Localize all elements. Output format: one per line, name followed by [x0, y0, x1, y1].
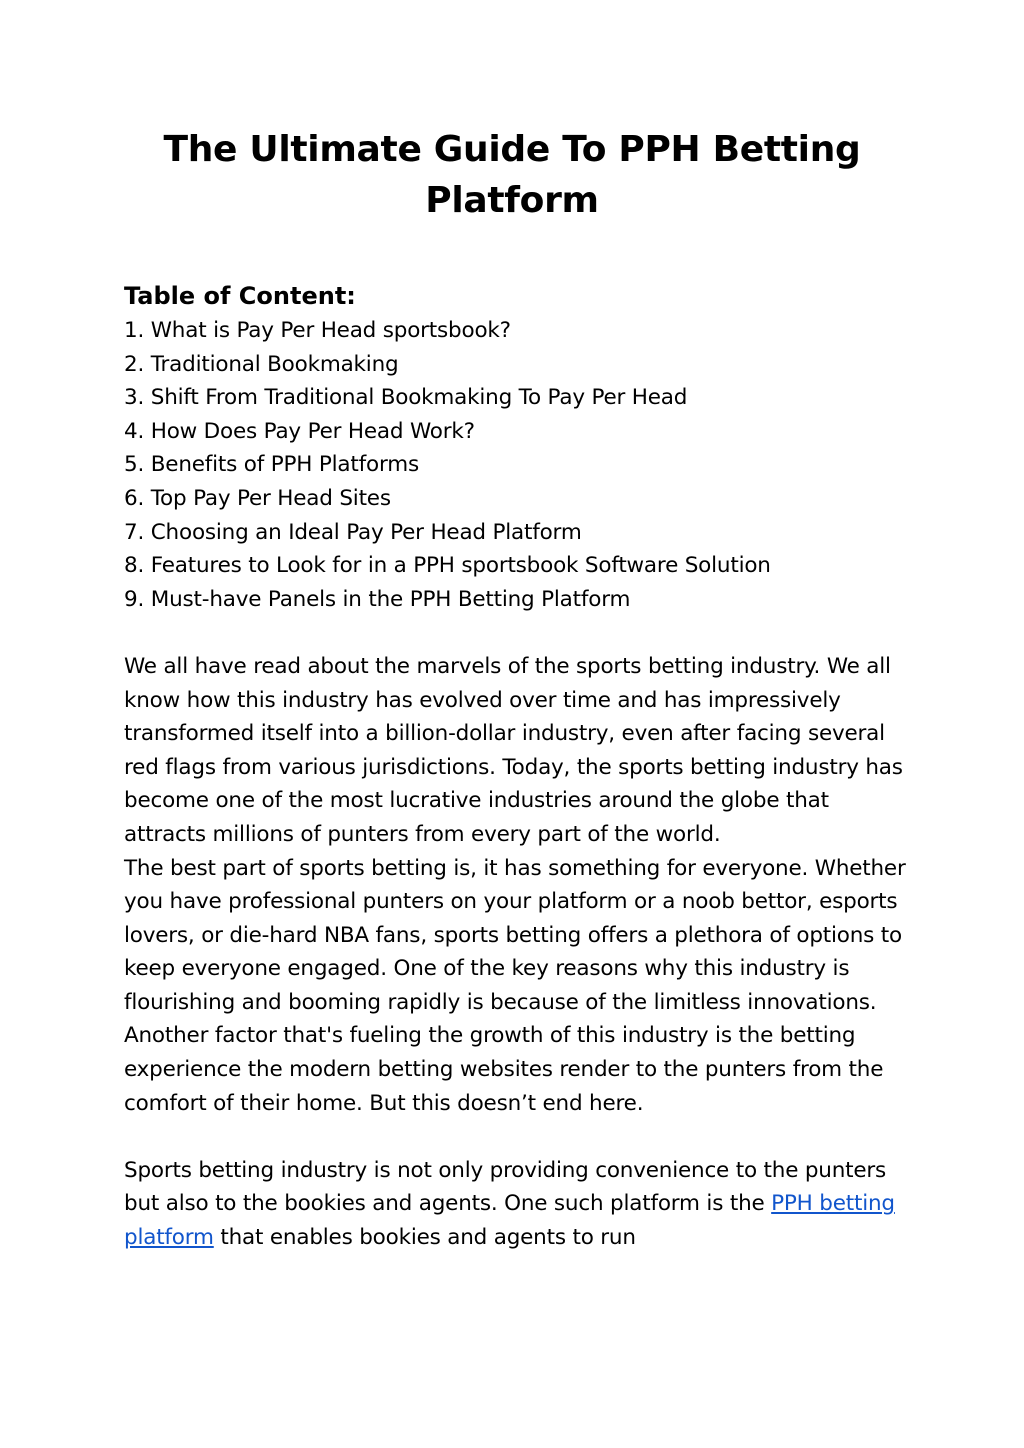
- toc-item: 9. Must-have Panels in the PPH Betting Platform: [124, 586, 631, 612]
- intro-paragraph-3: [124, 1154, 914, 1255]
- paragraph-spacer: [124, 616, 914, 650]
- toc-item: 4. How Does Pay Per Head Work?: [124, 418, 475, 444]
- toc-item: 1. What is Pay Per Head sportsbook?: [124, 318, 511, 343]
- toc-item: 5. Benefits of PPH Platforms: [124, 452, 419, 478]
- toc-item: 3. Shift From Traditional Bookmaking To Pay Per Head: [124, 385, 688, 411]
- paragraph-3-text-start: Sports betting industry is not only providing convenience to the punters but also to the bookies and agents. One such platform is the: [124, 1157, 887, 1217]
- title-line-2: Platform: [425, 180, 599, 221]
- toc-item: 7. Choosing an Ideal Pay Per Head Platform: [124, 519, 582, 545]
- intro-paragraph-2: The best part of sports betting is, it has something for everyone. Whether you have professional punters on your platform or a noob bettor, esports lovers, or die-hard NBA fans, sports betting offers a plethora of options to keep everyone engaged. One of the key reasons why this industry is flourishing and booming rapidly is because of the limitless innovations. Another factor that's fueling the growth of this industry is the betting experience the modern betting websites render to the punters from the comfort of their home. But this doesn’t end here.: [124, 855, 906, 1116]
- intro-paragraph-1: We all have read about the marvels of the sports betting industry. We all know how this industry has evolved over time and has impressively transformed itself into a billion-dollar industry, even after facing several red flags from various jurisdictions. Today, the sports betting industry has become one of the most lucrative industries around the globe that attracts millions of punters from every part of the world.: [124, 653, 903, 847]
- toc-heading: Table of Content:: [124, 282, 356, 310]
- toc-item: 8. Features to Look for in a PPH sportsbook Software Solution: [124, 553, 771, 579]
- table-of-contents: [124, 314, 914, 616]
- paragraph-3-text-end: that enables bookies and agents to run: [213, 1225, 636, 1251]
- toc-item: 6. Top Pay Per Head Sites: [124, 485, 391, 511]
- toc-item: 2. Traditional Bookmaking: [124, 351, 399, 377]
- title-line-1: The Ultimate Guide To PPH Betting: [163, 129, 861, 170]
- document-title: [124, 124, 900, 226]
- document-body: [124, 278, 914, 1255]
- pph-betting-platform-link[interactable]: PPH betting platform: [124, 1191, 895, 1251]
- paragraph-spacer: [124, 1120, 914, 1154]
